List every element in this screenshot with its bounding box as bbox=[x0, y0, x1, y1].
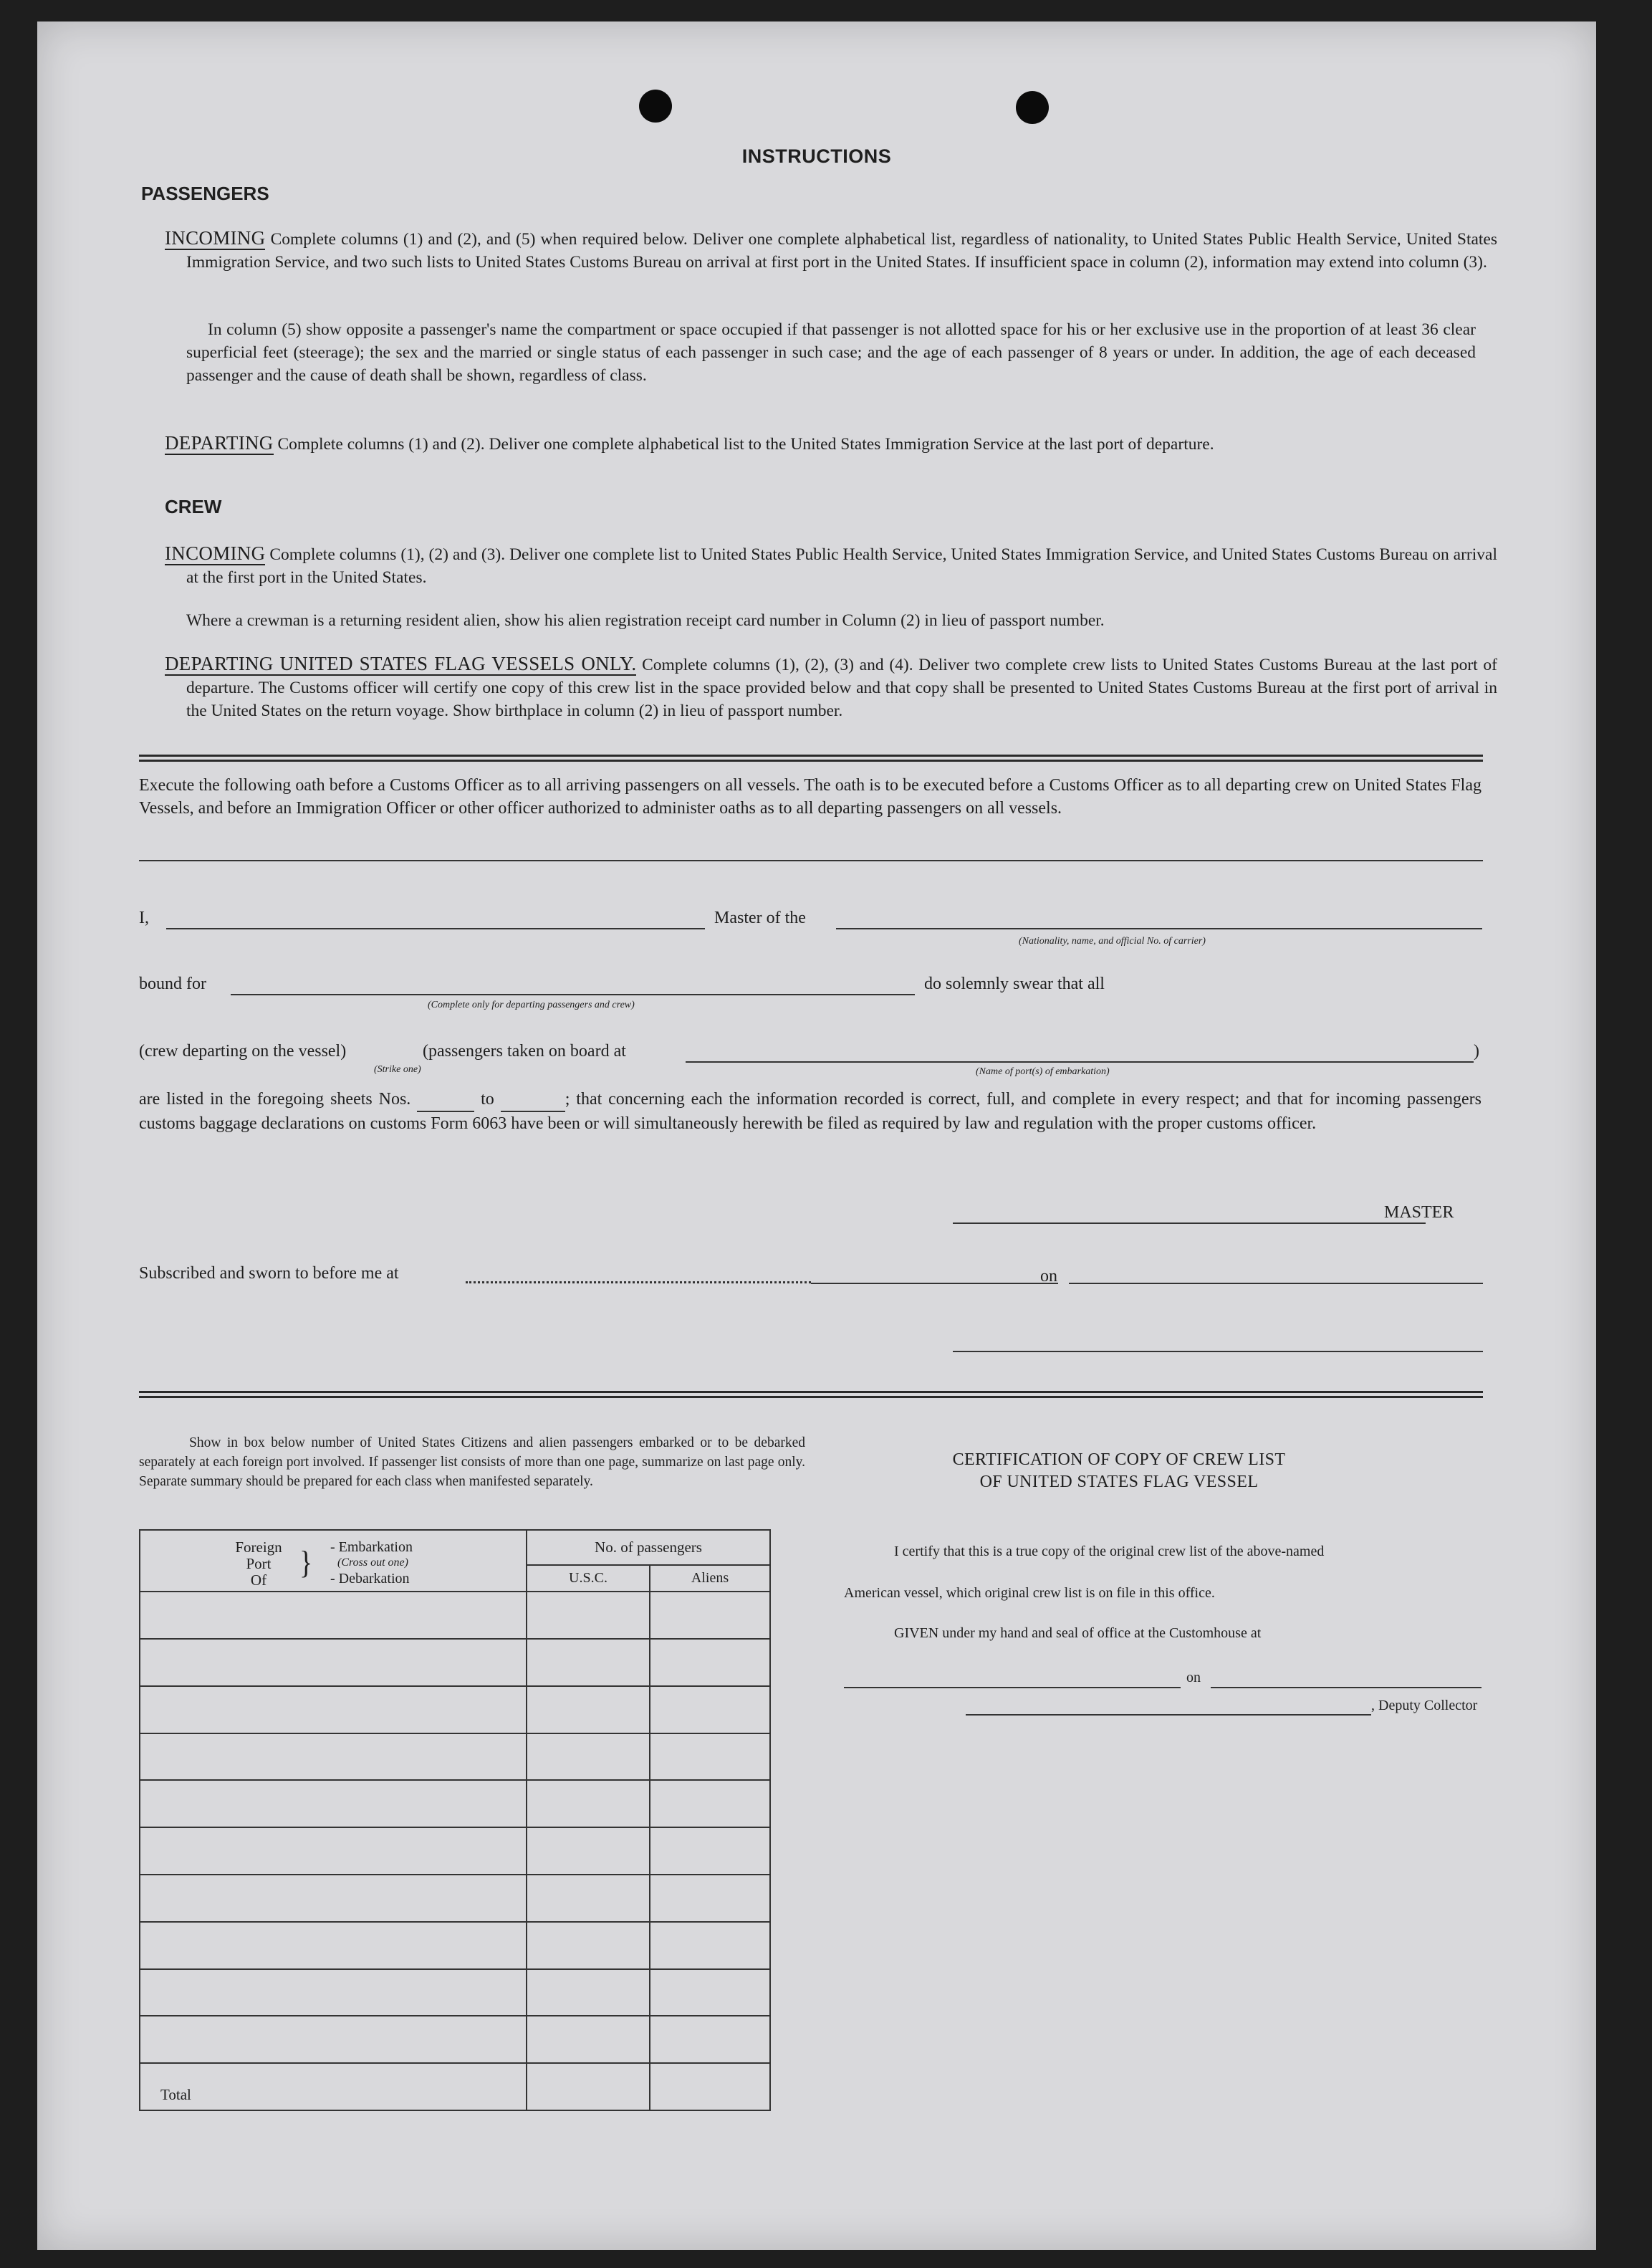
brace-symbol: } bbox=[299, 1544, 313, 1582]
port-cell[interactable] bbox=[140, 2016, 527, 2063]
port-cell[interactable] bbox=[140, 1969, 527, 2016]
total-row bbox=[140, 2063, 770, 2110]
crew-incoming-paragraph bbox=[165, 542, 1497, 589]
close-paren: ) bbox=[1474, 1042, 1479, 1061]
table-row bbox=[140, 1686, 770, 1733]
table-row bbox=[140, 1827, 770, 1875]
bound-for-note: (Complete only for departing passengers and crew) bbox=[428, 1000, 635, 1010]
usc-cell[interactable] bbox=[527, 1592, 650, 1639]
port-cell[interactable] bbox=[140, 1780, 527, 1827]
given-text: GIVEN under my hand and seal of office at the Customhouse at bbox=[894, 1625, 1262, 1641]
aliens-cell[interactable] bbox=[650, 1969, 770, 2016]
form-page bbox=[37, 21, 1596, 2250]
total-label: Total bbox=[140, 2063, 527, 2110]
crew-resident-paragraph: Where a crewman is a returning resident alien, show his alien registration receipt card number in Column (2) in lieu of passport number. bbox=[186, 611, 1105, 630]
summary-note bbox=[139, 1433, 805, 1491]
master-name-field[interactable] bbox=[166, 928, 705, 929]
sheet-from-field[interactable] bbox=[417, 1088, 474, 1112]
certification-title-line1: CERTIFICATION OF COPY OF CREW LIST bbox=[952, 1450, 1286, 1469]
certify-text: I certify that this is a true copy of the original crew list of the above-named bbox=[894, 1544, 1325, 1559]
carrier-field[interactable] bbox=[836, 928, 1482, 929]
oath-divider bbox=[139, 860, 1483, 861]
aliens-cell[interactable] bbox=[650, 1875, 770, 1922]
cert-on-label: on bbox=[1186, 1670, 1201, 1685]
aliens-cell[interactable] bbox=[650, 1922, 770, 1969]
subscribed-label: Subscribed and sworn to before me at bbox=[139, 1264, 399, 1283]
crew-departing-paragraph bbox=[165, 652, 1497, 722]
passengers-incoming-label: INCOMING bbox=[165, 227, 266, 249]
debarkation-label: - Debarkation bbox=[330, 1571, 410, 1587]
crew-departing-text: Complete columns (1), (2), (3) and (4). Deliver two complete crew lists to United States Customs Bureau at the last port of departure. The Customs officer will certify one copy of this crew list in the space provided below and that copy shall be presented to United States Customs Bureau at the first port of arrival in the United States on the return voyage. Show birthplace in column (2) in lieu of passport number. bbox=[186, 656, 1497, 720]
american-vessel-text: American vessel, which original crew list is on file in this office. bbox=[844, 1585, 1215, 1601]
ports-note: (Name of port(s) of embarkation) bbox=[976, 1066, 1110, 1077]
table-row bbox=[140, 1922, 770, 1969]
usc-cell[interactable] bbox=[527, 1827, 650, 1875]
sworn-place-dotted bbox=[466, 1281, 811, 1283]
oath-i-label: I, bbox=[139, 909, 149, 927]
no-passengers-header: No. of passengers bbox=[527, 1530, 770, 1565]
passengers-incoming-paragraph bbox=[165, 226, 1497, 274]
deputy-collector-label: , Deputy Collector bbox=[1371, 1698, 1478, 1713]
usc-cell[interactable] bbox=[527, 2016, 650, 2063]
crew-incoming-text: Complete columns (1), (2) and (3). Deliver one complete list to United States Public Health Service, United States Immigration Service, and United States Customs Bureau on arrival at the first port in the United States. bbox=[186, 545, 1497, 587]
usc-cell[interactable] bbox=[527, 1780, 650, 1827]
listed-pre-text: are listed in the foregoing sheets Nos. bbox=[139, 1090, 411, 1109]
aliens-cell[interactable] bbox=[650, 1780, 770, 1827]
sworn-place-field[interactable] bbox=[811, 1283, 1058, 1284]
usc-header: U.S.C. bbox=[527, 1565, 650, 1592]
bound-for-field[interactable] bbox=[231, 994, 915, 995]
carrier-note: (Nationality, name, and official No. of carrier) bbox=[1019, 936, 1206, 947]
passengers-column5-paragraph: In column (5) show opposite a passenger's name the compartment or space occupied if that passenger is not allotted space for his or her exclusive use in the proportion of at least 36 clear superficial feet (steerage); the sex and the married or single status of each passenger in such case; and the age of each passenger of 8 years or under. In addition, the age of each deceased passenger and the cause of death shall be shown, regardless of class. bbox=[186, 320, 1476, 385]
section-divider bbox=[139, 755, 1483, 762]
usc-cell[interactable] bbox=[527, 1969, 650, 2016]
embarkation-label: - Embarkation bbox=[330, 1539, 413, 1555]
port-cell[interactable] bbox=[140, 1827, 527, 1875]
customhouse-field[interactable] bbox=[844, 1687, 1181, 1688]
usc-cell[interactable] bbox=[527, 1922, 650, 1969]
table-row bbox=[140, 1969, 770, 2016]
oath-instructions: Execute the following oath before a Customs Officer as to all arriving passengers on all vessels. The oath is to be executed before a Customs Officer as to all departing crew on United States Flag Vessels, and before an Immigration Officer or other officer authorized to administer oaths as to all departing passengers on all vessels. bbox=[139, 776, 1481, 818]
passengers-heading: PASSENGERS bbox=[141, 183, 269, 204]
passengers-departing-paragraph bbox=[165, 431, 1497, 456]
certification-title bbox=[847, 1449, 1391, 1493]
aliens-header: Aliens bbox=[650, 1565, 770, 1592]
usc-cell[interactable] bbox=[527, 1639, 650, 1686]
bound-for-label: bound for bbox=[139, 975, 206, 993]
listed-post-text: ; that concerning each the information recorded is correct, full, and complete in every respect; and that for incoming passengers customs baggage declarations on customs Form 6063 have been or will simultaneously herewith be filed as required by law and regulation with the proper customs officer. bbox=[139, 1090, 1482, 1133]
master-label: MASTER bbox=[1384, 1203, 1454, 1222]
aliens-cell[interactable] bbox=[650, 2016, 770, 2063]
punch-hole-right bbox=[1016, 91, 1049, 124]
port-cell[interactable] bbox=[140, 1592, 527, 1639]
usc-cell[interactable] bbox=[527, 1733, 650, 1781]
summary-note-text: Show in box below number of United States Citizens and alien passengers embarked or to be debarked separately at each foreign port involved. If passenger list consists of more than one page, summarize on last page only. Separate summary should be prepared for each class when manifested separately. bbox=[139, 1435, 805, 1489]
usc-total-cell[interactable] bbox=[527, 2063, 650, 2110]
to-label: to bbox=[481, 1090, 494, 1109]
officer-signature-field[interactable] bbox=[953, 1351, 1483, 1352]
foreign-label: Foreign bbox=[235, 1539, 282, 1556]
lower-divider bbox=[139, 1391, 1483, 1398]
crew-incoming-label: INCOMING bbox=[165, 542, 266, 564]
passengers-departing-text: Complete columns (1) and (2). Deliver one complete alphabetical list to the United States Immigration Service at the last port of departure. bbox=[277, 435, 1214, 454]
punch-hole-left bbox=[639, 90, 672, 123]
table-row bbox=[140, 1639, 770, 1686]
aliens-cell[interactable] bbox=[650, 1733, 770, 1781]
aliens-total-cell[interactable] bbox=[650, 2063, 770, 2110]
passenger-summary-table bbox=[139, 1529, 771, 2111]
cross-out-note: (Cross out one) bbox=[337, 1556, 408, 1569]
certification-title-line2: OF UNITED STATES FLAG VESSEL bbox=[979, 1473, 1259, 1491]
master-signature-field[interactable] bbox=[953, 1222, 1426, 1224]
crew-departing-option: (crew departing on the vessel) bbox=[139, 1042, 347, 1061]
aliens-cell[interactable] bbox=[650, 1639, 770, 1686]
table-row bbox=[140, 1780, 770, 1827]
port-cell[interactable] bbox=[140, 1875, 527, 1922]
master-of-the-label: Master of the bbox=[714, 909, 806, 927]
sworn-date-field[interactable] bbox=[1069, 1283, 1483, 1284]
solemnly-swear-label: do solemnly swear that all bbox=[924, 975, 1105, 993]
passengers-taken-option: (passengers taken on board at bbox=[423, 1042, 626, 1061]
crew-departing-label: DEPARTING UNITED STATES FLAG VESSELS ONLY. bbox=[165, 653, 637, 674]
port-cell[interactable] bbox=[140, 1686, 527, 1733]
table-row bbox=[140, 1592, 770, 1639]
strike-one-note: (Strike one) bbox=[374, 1064, 421, 1075]
cert-date-field[interactable] bbox=[1211, 1687, 1481, 1688]
table-row bbox=[140, 1875, 770, 1922]
oath-statement bbox=[139, 1088, 1481, 1135]
page-title: INSTRUCTIONS bbox=[741, 145, 892, 167]
crew-heading: CREW bbox=[165, 496, 222, 517]
port-label: Port bbox=[246, 1555, 272, 1572]
port-cell[interactable] bbox=[140, 1922, 527, 1969]
embarkation-ports-field[interactable] bbox=[686, 1061, 1474, 1063]
usc-cell[interactable] bbox=[527, 1875, 650, 1922]
aliens-cell[interactable] bbox=[650, 1827, 770, 1875]
port-cell[interactable] bbox=[140, 1733, 527, 1781]
aliens-cell[interactable] bbox=[650, 1592, 770, 1639]
table-row bbox=[140, 2016, 770, 2063]
table-row bbox=[140, 1733, 770, 1781]
passengers-departing-label: DEPARTING bbox=[165, 432, 274, 454]
sheet-to-field[interactable] bbox=[501, 1088, 565, 1112]
aliens-cell[interactable] bbox=[650, 1686, 770, 1733]
port-header bbox=[140, 1530, 527, 1592]
passengers-incoming-text: Complete columns (1) and (2), and (5) when required below. Deliver one complete alphabetical list, regardless of nationality, to United States Public Health Service, United States Immigration Service, and two such lists to United States Customs Bureau on arrival at first port in the United States. If insufficient space in column (2), information may extend into column (3). bbox=[186, 230, 1498, 272]
sworn-on-label: on bbox=[1040, 1267, 1057, 1286]
deputy-signature-field[interactable] bbox=[966, 1714, 1371, 1716]
usc-cell[interactable] bbox=[527, 1686, 650, 1733]
of-label: Of bbox=[250, 1571, 267, 1589]
port-cell[interactable] bbox=[140, 1639, 527, 1686]
